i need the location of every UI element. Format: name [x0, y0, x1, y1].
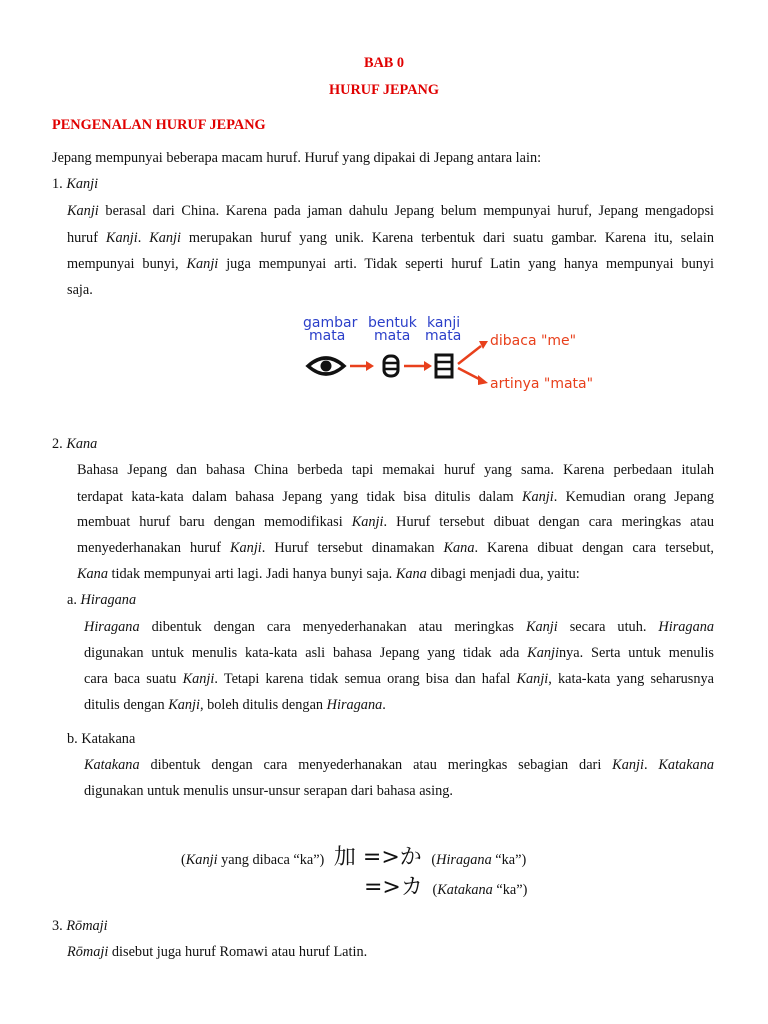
katakana-paragraph-line: digunakan untuk menulis unsur-unsur serapan dari bahasa asing.: [84, 783, 453, 799]
diagram-label: mata: [309, 328, 346, 344]
page-title: HURUF JEPANG: [329, 82, 439, 98]
arrow-icon: [350, 361, 374, 371]
hiragana-paragraph-line: ditulis dengan Kanji, boleh ditulis dengan Hiragana.: [84, 697, 386, 713]
kana-paragraph-line: terdapat kata-kata dalam bahasa Jepang yang tidak bisa ditulis dalam Kanji. Kemudian orang Jepang: [77, 489, 714, 505]
section-heading: PENGENALAN HURUF JEPANG: [52, 117, 266, 133]
diagram-label: mata: [374, 328, 411, 344]
example-row-hiragana: (Kanji yang dibaca “ka”) 加 =>か (Hiragana “ka”): [181, 845, 527, 870]
kana-paragraph-line: membuat huruf baru dengan memodifikasi Kanji. Huruf tersebut dibuat dengan cara meringkas atau: [77, 514, 714, 530]
diagram-label: bentuk: [368, 315, 417, 331]
intro-paragraph: Jepang mempunyai beberapa macam huruf. Huruf yang dipakai di Jepang antara lain:: [52, 150, 542, 166]
sub-number: a.: [67, 592, 77, 608]
diagram-output-reading: dibaca "me": [490, 333, 577, 349]
hiragana-paragraph-line: Hiragana dibentuk dengan cara menyederhanakan atau meringkas Kanji secara utuh. Hiragana: [84, 619, 715, 635]
list-number: 2.: [52, 436, 63, 452]
kana-paragraph-line: menyederhanakan huruf Kanji. Huruf tersebut dinamakan Kana. Karena dibuat dengan cara tersebut,: [77, 540, 714, 556]
list-title: Kana: [66, 436, 98, 452]
sub-item-hiragana: [67, 592, 136, 609]
kanji-to-hiragana-glyphs: 加 =>か: [333, 845, 422, 870]
list-number: 1.: [52, 176, 63, 192]
chapter-heading: BAB 0: [363, 55, 405, 71]
example-row-katakana: =>カ (Katakana “ka”): [364, 875, 528, 900]
diagram-label: gambar: [303, 315, 358, 331]
list-item-kanji: [52, 176, 98, 193]
romaji-paragraph-line: Rōmaji disebut juga huruf Romawi atau huruf Latin.: [67, 944, 368, 960]
hiragana-paragraph-line: cara baca suatu Kanji. Tetapi karena tidak semua orang bisa dan hafal Kanji, kata-kata yang seharusnya: [84, 671, 714, 687]
list-item-kana: [52, 436, 97, 453]
sub-title: Hiragana: [80, 592, 137, 608]
kanji-diagram: [300, 310, 600, 400]
to-katakana-glyphs: =>カ: [364, 875, 423, 900]
list-number: 3.: [52, 918, 63, 934]
sub-number: b.: [67, 731, 78, 747]
kanji-paragraph-line: mempunyai bunyi, Kanji juga mempunyai arti. Tidak seperti huruf Latin yang hanya mempunyai bunyi: [67, 256, 714, 272]
pictograph-rounded-eye-icon: [384, 356, 398, 376]
kanji-eye-glyph-icon: [436, 355, 452, 377]
sub-title: Katakana: [81, 731, 136, 747]
kana-paragraph-line: Kana tidak mempunyai arti lagi. Jadi hanya bunyi saja. Kana dibagi menjadi dua, yaitu:: [77, 566, 580, 582]
branch-arrow-icon: [458, 341, 488, 385]
kana-paragraph-line: Bahasa Jepang dan bahasa China berbeda tapi memakai huruf yang sama. Karena perbedaan itulah: [77, 462, 714, 478]
hiragana-paragraph-line: digunakan untuk menulis kata-kata asli bahasa Jepang yang tidak ada Kanjinya. Serta untuk menulis: [84, 645, 714, 661]
list-item-romaji: [52, 918, 108, 935]
diagram-label: kanji: [427, 315, 461, 331]
list-title: Kanji: [66, 176, 99, 192]
katakana-paragraph-line: Katakana dibentuk dengan cara menyederhanakan atau meringkas sebagian dari Kanji. Katakana: [84, 757, 714, 773]
arrow-icon: [404, 361, 432, 371]
sub-item-katakana: [67, 731, 135, 748]
diagram-output-meaning: artinya "mata": [490, 376, 594, 392]
eye-icon: [308, 358, 344, 374]
list-title: Rōmaji: [66, 918, 108, 934]
diagram-label: mata: [425, 328, 462, 344]
kanji-paragraph-line: huruf Kanji. Kanji merupakan huruf yang unik. Karena terbentuk dari suatu gambar. Karena itu, selain: [67, 230, 715, 246]
kanji-paragraph-line: saja.: [67, 282, 93, 298]
kanji-paragraph-line: Kanji berasal dari China. Karena pada jaman dahulu Jepang belum mempunyai huruf, Jepang mengadopsi: [67, 203, 714, 219]
